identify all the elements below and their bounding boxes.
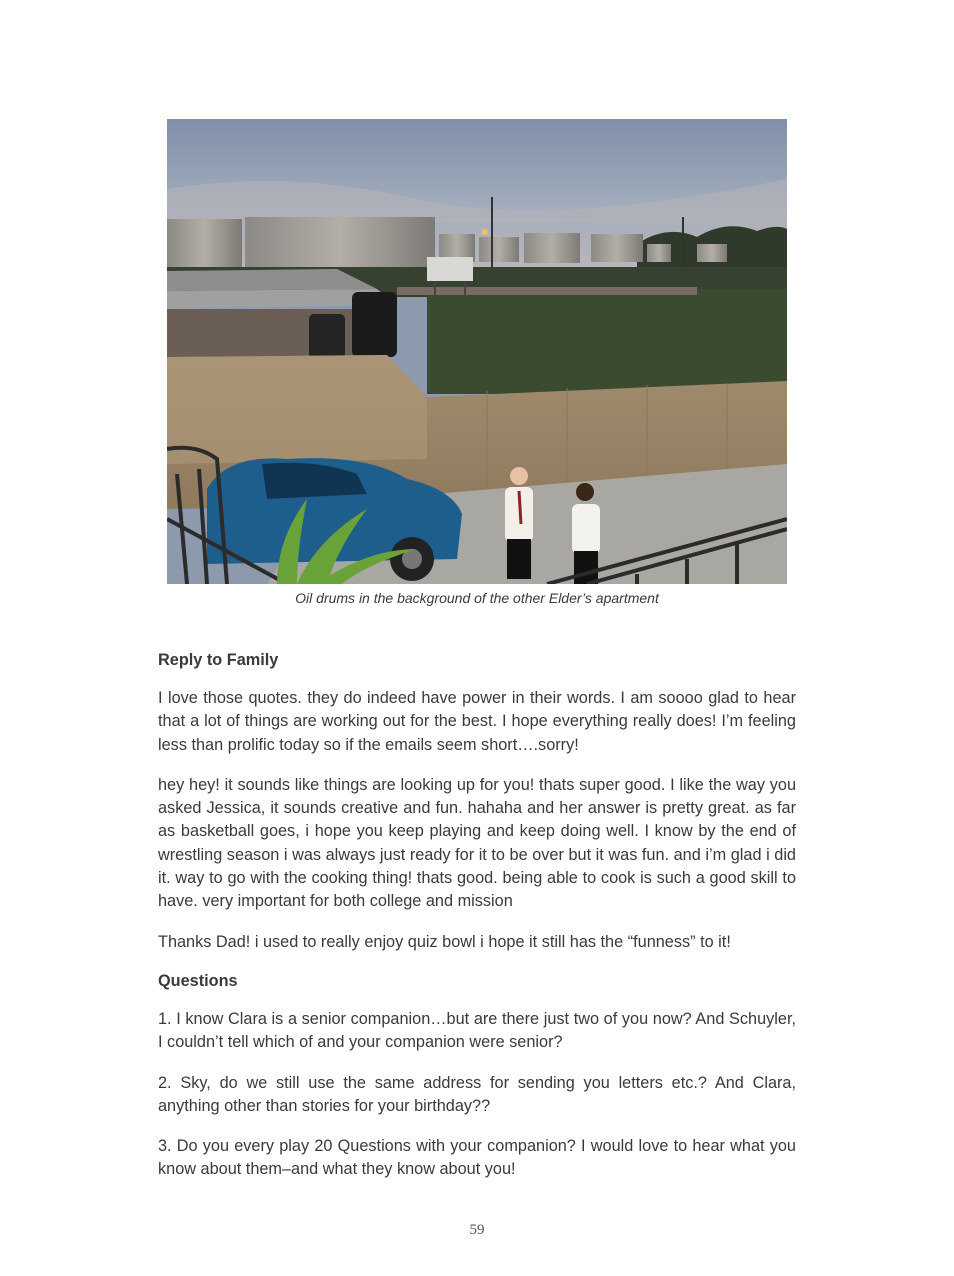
section-heading-questions: Questions — [158, 971, 238, 990]
photo-caption: Oil drums in the background of the other Elder’s apartment — [295, 590, 659, 606]
question-item: 3. Do you every play 20 Questions with your companion? I would love to hear what you know about them–and what they know about you! — [158, 1137, 796, 1179]
paragraph: I love those quotes. they do indeed have power in their words. I am soooo glad to hear that a lot of things are working out for the best. I hope everything really does! I’m feeling less than prolific today so if the emails seem short….sorry! — [158, 689, 796, 754]
question-item: 1. I know Clara is a senior companion…but are there just two of you now? And Schuyler, I couldn’t tell which of and your companion were senior? — [158, 1009, 796, 1052]
paragraph: Thanks Dad! i used to really enjoy quiz bowl i hope it still has the “funness” to it! — [158, 932, 731, 951]
main-text — [158, 650, 796, 1199]
page-number: 59 — [469, 1222, 485, 1238]
question-item: 2. Sky, do we still use the same address for sending you letters etc.? And Clara, anything other than stories for your birthday?? — [158, 1073, 796, 1115]
paragraph: hey hey! it sounds like things are looking up for you! thats super good. I like the way you asked Jessica, it sounds creative and fun. hahaha and her answer is pretty great. as far as basketball goes, i hope you keep playing and keep doing well. I know by the end of wrestling season i was always just ready for it to be over but it was fun. and i’m glad i did it. way to go with the cooking thing! thats good. being able to cook is such a good skill to have. very important for both college and mission — [158, 775, 796, 911]
section-heading-reply-to-family: Reply to Family — [158, 651, 279, 669]
oil-drums-photo — [167, 119, 787, 584]
